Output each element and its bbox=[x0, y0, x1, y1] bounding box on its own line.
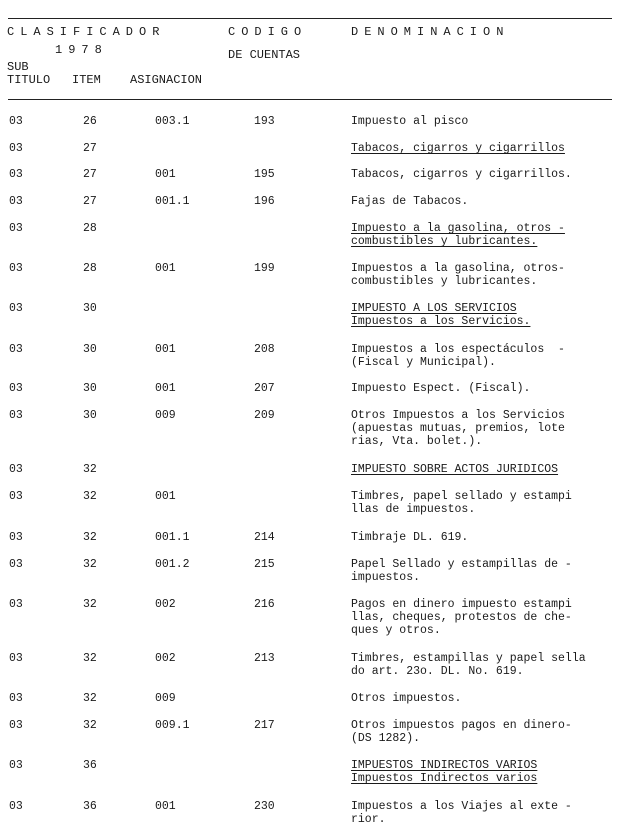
denominacion-cell bbox=[351, 800, 626, 826]
header-de-cuentas: DE CUENTAS bbox=[228, 48, 301, 62]
denominacion-line: Impuestos a los espectáculos - bbox=[351, 343, 565, 356]
denominacion-line: impuestos. bbox=[351, 571, 421, 584]
subtitulo-cell: 03 bbox=[9, 759, 23, 772]
denominacion-cell bbox=[351, 115, 626, 128]
item-cell: 32 bbox=[83, 719, 97, 732]
asignacion-cell: 001.1 bbox=[155, 531, 190, 544]
denominacion-cell bbox=[351, 531, 626, 544]
denominacion-line: do art. 23o. DL. No. 619. bbox=[351, 665, 524, 678]
denominacion-line: Impuesto a la gasolina, otros - bbox=[351, 222, 565, 235]
item-cell: 30 bbox=[83, 382, 97, 395]
denominacion-cell bbox=[351, 692, 626, 705]
denominacion-line: combustibles y lubricantes. bbox=[351, 275, 538, 288]
asignacion-cell: 009 bbox=[155, 692, 176, 705]
denominacion-cell bbox=[351, 719, 626, 745]
codigo-cell: 209 bbox=[254, 409, 275, 422]
denominacion-line: Otros impuestos pagos en dinero- bbox=[351, 719, 572, 732]
denominacion-line: Impuesto al pisco bbox=[351, 115, 469, 128]
item-cell: 36 bbox=[83, 759, 97, 772]
denominacion-line: (DS 1282). bbox=[351, 732, 421, 745]
denominacion-line: IMPUESTO SOBRE ACTOS JURIDICOS bbox=[351, 463, 559, 476]
asignacion-cell: 001.2 bbox=[155, 558, 190, 571]
codigo-cell: 216 bbox=[254, 598, 275, 611]
asignacion-cell: 001 bbox=[155, 490, 176, 503]
denominacion-line: Otros Impuestos a los Servicios bbox=[351, 409, 565, 422]
item-cell: 26 bbox=[83, 115, 97, 128]
denominacion-cell bbox=[351, 463, 626, 476]
denominacion-line: IMPUESTO A LOS SERVICIOS bbox=[351, 302, 517, 315]
item-cell: 28 bbox=[83, 262, 97, 275]
item-cell: 27 bbox=[83, 168, 97, 181]
item-cell: 36 bbox=[83, 800, 97, 813]
subtitulo-cell: 03 bbox=[9, 598, 23, 611]
item-cell: 28 bbox=[83, 222, 97, 235]
asignacion-cell: 001 bbox=[155, 382, 176, 395]
denominacion-cell bbox=[351, 490, 626, 516]
asignacion-cell: 009.1 bbox=[155, 719, 190, 732]
asignacion-cell: 001 bbox=[155, 800, 176, 813]
asignacion-cell: 001 bbox=[155, 262, 176, 275]
asignacion-cell: 002 bbox=[155, 598, 176, 611]
item-cell: 32 bbox=[83, 463, 97, 476]
codigo-cell: 217 bbox=[254, 719, 275, 732]
denominacion-line: (Fiscal y Municipal). bbox=[351, 356, 496, 369]
denominacion-cell bbox=[351, 195, 626, 208]
denominacion-cell bbox=[351, 652, 626, 678]
denominacion-line: Impuestos a los Viajes al exte - bbox=[351, 800, 572, 813]
denominacion-cell bbox=[351, 409, 626, 448]
header-year: 1978 bbox=[55, 43, 108, 57]
item-cell: 30 bbox=[83, 409, 97, 422]
codigo-cell: 208 bbox=[254, 343, 275, 356]
subtitulo-cell: 03 bbox=[9, 531, 23, 544]
denominacion-line: Pagos en dinero impuesto estampi bbox=[351, 598, 572, 611]
subtitulo-cell: 03 bbox=[9, 302, 23, 315]
item-cell: 30 bbox=[83, 343, 97, 356]
codigo-cell: 215 bbox=[254, 558, 275, 571]
subtitulo-cell: 03 bbox=[9, 115, 23, 128]
denominacion-line: Impuestos a los Servicios. bbox=[351, 315, 531, 328]
subtitulo-cell: 03 bbox=[9, 490, 23, 503]
header-item: ITEM bbox=[72, 73, 101, 87]
subtitulo-cell: 03 bbox=[9, 382, 23, 395]
denominacion-line: Tabacos, cigarros y cigarrillos. bbox=[351, 168, 572, 181]
denominacion-line: Timbraje DL. 619. bbox=[351, 531, 469, 544]
subtitulo-cell: 03 bbox=[9, 222, 23, 235]
item-cell: 32 bbox=[83, 598, 97, 611]
denominacion-line: Tabacos, cigarros y cigarrillos bbox=[351, 142, 565, 155]
item-cell: 32 bbox=[83, 692, 97, 705]
codigo-cell: 193 bbox=[254, 115, 275, 128]
denominacion-line: Impuesto Espect. (Fiscal). bbox=[351, 382, 531, 395]
codigo-cell: 230 bbox=[254, 800, 275, 813]
top-rule bbox=[8, 18, 612, 19]
denominacion-line: combustibles y lubricantes. bbox=[351, 235, 538, 248]
denominacion-line: Otros impuestos. bbox=[351, 692, 462, 705]
denominacion-cell bbox=[351, 222, 626, 248]
codigo-cell: 213 bbox=[254, 652, 275, 665]
subtitulo-cell: 03 bbox=[9, 719, 23, 732]
item-cell: 32 bbox=[83, 490, 97, 503]
denominacion-line: Papel Sellado y estampillas de - bbox=[351, 558, 572, 571]
denominacion-line: llas de impuestos. bbox=[351, 503, 476, 516]
denominacion-cell bbox=[351, 382, 626, 395]
asignacion-cell: 001.1 bbox=[155, 195, 190, 208]
header-denominacion: DENOMINACION bbox=[351, 25, 510, 39]
header-codigo: CODIGO bbox=[228, 25, 308, 39]
subtitulo-cell: 03 bbox=[9, 168, 23, 181]
codigo-cell: 195 bbox=[254, 168, 275, 181]
denominacion-line: Fajas de Tabacos. bbox=[351, 195, 469, 208]
subtitulo-cell: 03 bbox=[9, 800, 23, 813]
denominacion-cell bbox=[351, 262, 626, 288]
header-clasificador: CLASIFICADOR bbox=[7, 25, 166, 39]
codigo-cell: 214 bbox=[254, 531, 275, 544]
denominacion-cell bbox=[351, 759, 626, 785]
denominacion-line: ques y otros. bbox=[351, 624, 441, 637]
denominacion-line: Timbres, estampillas y papel sella bbox=[351, 652, 586, 665]
asignacion-cell: 003.1 bbox=[155, 115, 190, 128]
denominacion-cell bbox=[351, 558, 626, 584]
codigo-cell: 207 bbox=[254, 382, 275, 395]
header-sub: SUB bbox=[7, 60, 29, 74]
subtitulo-cell: 03 bbox=[9, 195, 23, 208]
denominacion-cell bbox=[351, 343, 626, 369]
item-cell: 27 bbox=[83, 195, 97, 208]
denominacion-line: Impuestos Indirectos varios bbox=[351, 772, 538, 785]
denominacion-line: rior. bbox=[351, 813, 386, 826]
subtitulo-cell: 03 bbox=[9, 409, 23, 422]
denominacion-line: Impuestos a la gasolina, otros- bbox=[351, 262, 565, 275]
item-cell: 32 bbox=[83, 558, 97, 571]
denominacion-line: (apuestas mutuas, premios, lote bbox=[351, 422, 565, 435]
header-titulo: TITULO bbox=[7, 73, 51, 87]
subtitulo-cell: 03 bbox=[9, 463, 23, 476]
denominacion-line: rias, Vta. bolet.). bbox=[351, 435, 483, 448]
item-cell: 32 bbox=[83, 652, 97, 665]
denominacion-line: IMPUESTOS INDIRECTOS VARIOS bbox=[351, 759, 538, 772]
subtitulo-cell: 03 bbox=[9, 262, 23, 275]
asignacion-cell: 002 bbox=[155, 652, 176, 665]
asignacion-cell: 001 bbox=[155, 168, 176, 181]
subtitulo-cell: 03 bbox=[9, 558, 23, 571]
denominacion-cell bbox=[351, 142, 626, 155]
item-cell: 27 bbox=[83, 142, 97, 155]
subtitulo-cell: 03 bbox=[9, 343, 23, 356]
denominacion-cell bbox=[351, 302, 626, 328]
asignacion-cell: 009 bbox=[155, 409, 176, 422]
denominacion-line: llas, cheques, protestos de che- bbox=[351, 611, 572, 624]
item-cell: 32 bbox=[83, 531, 97, 544]
denominacion-line: Timbres, papel sellado y estampi bbox=[351, 490, 572, 503]
item-cell: 30 bbox=[83, 302, 97, 315]
header-asignacion: ASIGNACION bbox=[130, 73, 203, 87]
denominacion-cell bbox=[351, 168, 626, 181]
subtitulo-cell: 03 bbox=[9, 652, 23, 665]
subtitulo-cell: 03 bbox=[9, 142, 23, 155]
subtitulo-cell: 03 bbox=[9, 692, 23, 705]
codigo-cell: 199 bbox=[254, 262, 275, 275]
codigo-cell: 196 bbox=[254, 195, 275, 208]
header-rule bbox=[8, 99, 612, 100]
asignacion-cell: 001 bbox=[155, 343, 176, 356]
denominacion-cell bbox=[351, 598, 626, 637]
